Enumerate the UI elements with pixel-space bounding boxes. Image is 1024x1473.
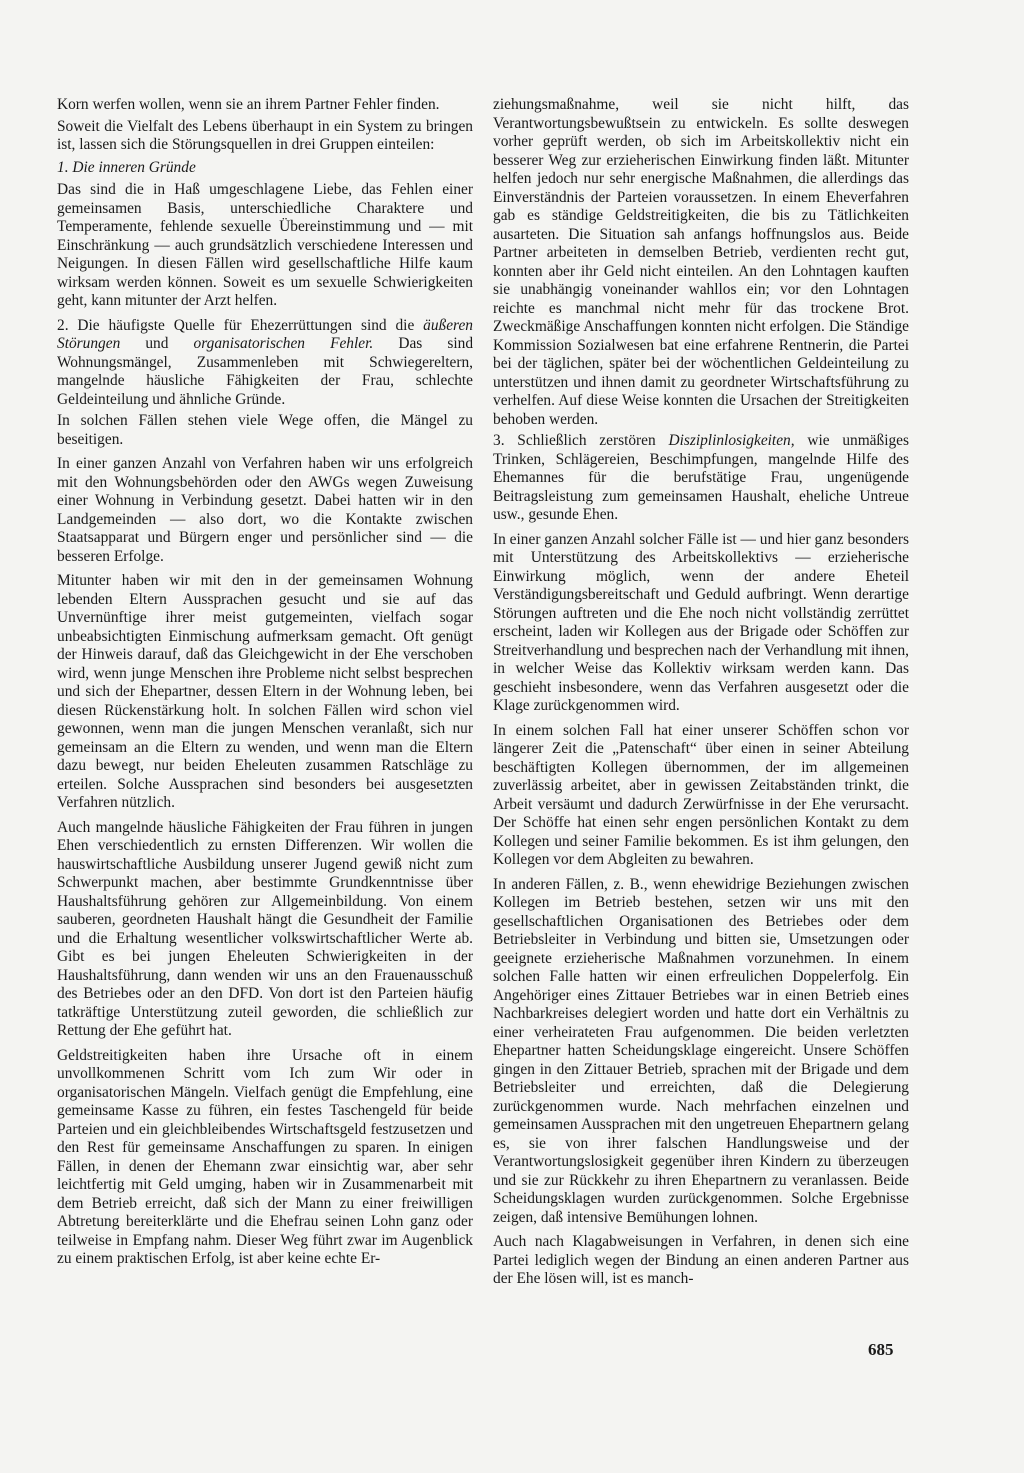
paragraph: In einer ganzen Anzahl von Verfahren haben wir uns erfolgreich mit den Wohnungsbehörden oder den AWGs wegen Zuweisung einer Wohnung in Verbindung gesetzt. Dabei hatten wir in den Landgemeinden — also dort, wo die Kontakte zwischen Staatsapparat und Bürgern enger und persönlicher sind — die besseren Erfolge.: [57, 455, 473, 565]
paragraph: Geldstreitigkeiten haben ihre Ursache oft in einem unvollkommenen Schritt vom Ich zum Wir oder in organisatorischen Mängeln. Vielfach genügt die Empfehlung, eine gemeinsame Kasse zu führen, ein festes Taschengeld für beide Parteien und ein gleichbleibendes Wirtschaftsgeld festzusetzen und den Rest für gemeinsame Anschaffungen zu sparen. In einigen Fällen, in denen der Ehemann zwar einsichtig war, aber sehr leichtfertig mit Geld umging, haben wir in Zusammenarbeit mit dem Betrieb erreicht, daß sich der Mann zu einer freiwilligen Abtretung bereiterklärte und die Ehefrau seinen Lohn ganz oder teilweise in Empfang nahm. Dieser Weg führt zwar im Augenblick zu einem praktischen Erfolg, ist aber keine echte Er-: [57, 1046, 473, 1267]
section-heading-1: 1. Die inneren Gründe: [57, 158, 196, 176]
paragraph: [57, 317, 473, 410]
emphasis: Disziplinlosigkeiten,: [668, 432, 795, 449]
page-number: 685: [868, 1340, 894, 1359]
paragraph: Das sind die in Haß umgeschlagene Liebe, das Fehlen einer gemeinsamen Basis, unterschiedliche Charaktere und Temperamente, fehlende sexuelle Übereinstimmung und — mit Einschränkung — auch grundsätzlich verschiedene Interessen und Neigungen. In diesen Fällen wird gesellschaftliche Hilfe kaum wirksam werden können. Soweit es um sexuelle Schwierigkeiten geht, kann mitunter der Arzt helfen.: [57, 181, 473, 309]
paragraph: In solchen Fällen stehen viele Wege offen, die Mängel zu beseitigen.: [57, 412, 473, 448]
text-run: wie unmäßiges Trinken, Schlägereien, Beschimpfungen, mangelnde Hilfe des Ehemannes für die berufstätige Frau, ungenügende Beitragsleistung zum gemeinsamen Haushalt, eheliche Untreue usw., gesunde Ehen.: [493, 432, 909, 523]
left-column: [57, 96, 473, 1272]
text-run: Das sind Wohnungsmängel, Zusammenleben mit Schwiegereltern, mangelnde häusliche Fähigkeiten der Frau, schlechte Geldeinteilung und ähnliche Gründe.: [57, 335, 474, 408]
paragraph: Auch mangelnde häusliche Fähigkeiten der Frau führen in jungen Ehen verschiedentlich zu ernsten Differenzen. Wir wollen die hauswirtschaftliche Ausbildung unserer Jugend gewiß nicht zum Schwerpunkt machen, aber bestimmte Grundkenntnisse über Haushaltsführung gehören zur Allgemeinbildung. Von einem sauberen, geordneten Haushalt hängt die Gesundheit der Familie und die Erhaltung wesentlicher volkswirtschaftlicher Werte ab. Gibt es bei jungen Eheleuten Schwierigkeiten in der Haushaltsführung, dann wenden wir uns an den Frauenausschuß des Betriebes oder an den DFD. Von dort ist den Parteien häufig tatkräftige Unterstützung zuteil geworden, die schließlich zur Rettung der Ehe geführt hat.: [57, 818, 473, 1039]
text-run: und: [120, 335, 194, 352]
text-run: 3. Schließlich zerstören: [493, 432, 669, 449]
paragraph: Korn werfen wollen, wenn sie an ihrem Partner Fehler finden.: [57, 96, 440, 113]
right-column: [493, 96, 909, 1292]
paragraph: Soweit die Vielfalt des Lebens überhaupt in ein System zu bringen ist, lassen sich die Störungsquellen in drei Gruppen einteilen:: [57, 117, 473, 153]
paragraph: Mitunter haben wir mit den in der gemeinsamen Wohnung lebenden Eltern Aussprachen gesucht und sie auf das Unvernünftige ihrer meist gutgemeinten, vielfach sogar unbeabsichtigten Einmischung aufmerksam gemacht. Oft genügt der Hinweis darauf, daß das Gleichgewicht in der Ehe verschoben wird, wenn junge Menschen ihre Probleme nicht selbst besprechen und sich der Ehepartner, dessen Eltern in der Wohnung leben, bei diesen Rückenstärkung holt. In solchen Fällen wird schon viel gewonnen, wenn man die jungen Menschen veranlaßt, sich nur gemeinsam an die Eltern zu wenden, und wenn man die Eltern dazu bewegt, nur beiden Eheleuten zusammen Ratschläge zu erteilen. Solche Aussprachen sind besonders bei ausgesetzten Verfahren nützlich.: [57, 572, 473, 811]
paragraph: In einer ganzen Anzahl solcher Fälle ist — und hier ganz besonders mit Unterstützung des Arbeitskollektivs — erzieherische Einwirkung möglich, wenn der andere Eheteil Verständigungsbereitschaft und Geduld aufbringt. Wenn derartige Störungen auftreten und die Ehe noch nicht vollständig zerrüttet erscheint, laden wir Kollegen aus der Brigade oder Schöffen zur Streitverhandlung und besprechen nach der Verhandlung mit ihnen, in welcher Weise das Kollektiv wirksam werden kann. Das geschieht insbesondere, wenn das Verfahren ausgesetzt oder die Klage zurückgenommen wird.: [493, 530, 909, 714]
emphasis: organisatorischen Fehler.: [193, 335, 374, 352]
paragraph: ziehungsmaßnahme, weil sie nicht hilft, das Verantwortungsbewußtsein zu entwickeln. Es sollte deswegen vorher geprüft werden, ob sich im Arbeitskollektiv nicht ein besserer Weg zur erzieherischen Einwirkung finden läßt. Mitunter helfen jedoch nur sehr energische Maßnahmen, die allerdings das Einverständnis der Parteien voraussetzen. In einem Eheverfahren gab es ständige Geldstreitigkeiten, die bis zu Tätlichkeiten ausarteten. Die Situation sah anfangs hoffnungslos aus. Beide Partner arbeiteten in demselben Betrieb, verdienten recht gut, konnten aber ihr Geld nicht einteilen. An den Lohntagen kauften sie unabhängig voneinander wahllos ein; vor den Lohntagen reichte es manchmal nicht mehr für das trockene Brot. Zweckmäßige Anschaffungen konnten nicht erfolgen. Die Ständige Kommission Sozialwesen bat eine erfahrene Rentnerin, die Partei bei der täglichen, später bei der wöchentlichen Geldeinteilung zu unterstützen und ihnen damit zu geordneter Wirtschaftsführung zu verhelfen. Auf diese Weise konnten die Ursachen der Streitigkeiten behoben werden.: [493, 96, 909, 428]
emphasis: äußeren Störungen: [57, 316, 473, 352]
paragraph: In einem solchen Fall hat einer unserer Schöffen schon vor längerer Zeit die „Patenschaft“ über einen in seiner Abteilung beschäftigten Kollegen übernommen, der im allgemeinen zuverlässig arbeitet, aber in gewissen Zeitabständen trinkt, die Arbeit versäumt und dadurch Zerwürfnisse in der Ehe verursacht. Der Schöffe hat einen sehr engen persönlichen Kontakt zu dem Kollegen und seiner Familie bekommen. Es ist ihm gelungen, den Kollegen vor dem Abgleiten zu bewahren.: [493, 721, 909, 868]
text-run: 2. Die häufigste Quelle für Ehezerrüttungen sind die: [57, 316, 424, 334]
paragraph: Auch nach Klagabweisungen in Verfahren, in denen sich eine Partei lediglich wegen der Bindung an einen anderen Partner aus der Ehe lösen will, ist es manch-: [493, 1233, 909, 1287]
paragraph: In anderen Fällen, z. B., wenn ehewidrige Beziehungen zwischen Kollegen im Betrieb bestehen, setzen wir uns mit den gesellschaftlichen Organisationen des Betriebes oder dem Betriebsleiter in Verbindung und bitten sie, Umsetzungen oder geeignete erzieherische Maßnahmen vorzunehmen. In einem solchen Falle hatten wir einen erfreulichen Doppelerfolg. Ein Angehöriger eines Zittauer Betriebes war in einen Betrieb eines Nachbarkreises delegiert worden und hatte dort ein Verhältnis zu einer verheirateten Frau aufgenommen. Die beiden verletzten Ehepartner hatten Scheidungsklage eingereicht. Unsere Schöffen gingen in den Zittauer Betrieb, sprachen mit der Brigade und dem Betriebsleiter und erreichten, daß die Delegierung zurückgenommen wurde. Nach mehrfachen einzelnen und gemeinsamen Aussprachen mit den ungetreuen Ehepartnern gelang es, sie von ihrer falschen Handlungsweise und der Verantwortungslosigkeit gegenüber ihren Kindern zu überzeugen und sie zur Rückkehr zu ihren Ehepartnern zu veranlassen. Beide Scheidungsklagen wurden zurückgenommen. Solche Ergebnisse zeigen, daß intensive Bemühungen lohnen.: [493, 875, 909, 1226]
paragraph: [493, 432, 909, 525]
